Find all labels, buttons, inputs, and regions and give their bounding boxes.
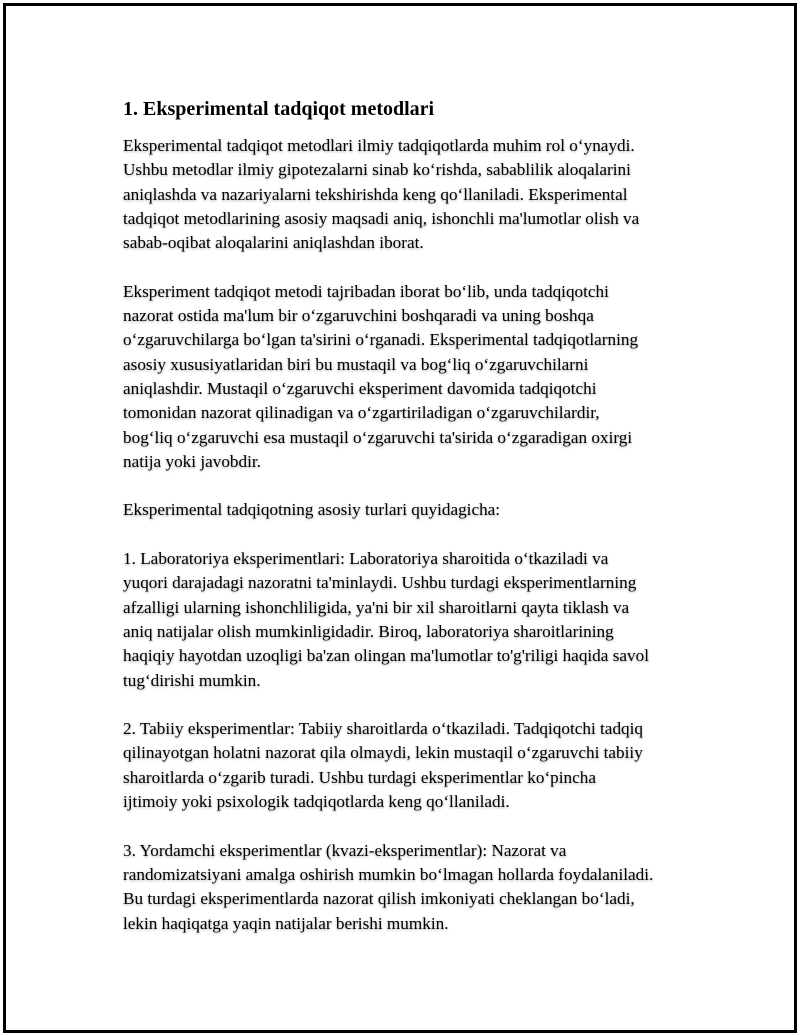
paragraph-6 bbox=[123, 839, 700, 936]
document-title: 1. Eksperimental tadqiqot metodlari bbox=[123, 98, 435, 120]
text-line: 1. Laboratoriya eksperimentlari: Laboratoriya sharoitida o‘tkaziladi va bbox=[123, 549, 609, 569]
text-line: 3. Yordamchi eksperimentlar (kvazi-eksperimentlar): Nazorat va bbox=[123, 840, 567, 860]
text-line: Eksperimental tadqiqotning asosiy turlari quyidagicha: bbox=[123, 500, 501, 520]
text-line: aniq natijalar olish mumkinligidadir. Biroq, laboratoriya sharoitlarining bbox=[123, 621, 614, 641]
text-line: yuqori darajadagi nazoratni ta'minlaydi. Ushbu turdagi eksperimentlarning bbox=[123, 573, 637, 593]
paragraph-4 bbox=[123, 547, 700, 693]
text-line: natija yoki javobdir. bbox=[123, 451, 261, 471]
document-body bbox=[120, 134, 700, 936]
text-line: Eksperimental tadqiqot metodlari ilmiy tadqiqotlarda muhim rol o‘ynaydi. bbox=[123, 136, 635, 155]
text-line: afzalligi ularning ishonchliligida, ya'ni bir xil sharoitlarni qayta tiklash va bbox=[123, 597, 630, 617]
text-line: asosiy xususiyatlaridan biri bu mustaqil va bog‘liq o‘zgaruvchilarni bbox=[123, 354, 589, 374]
paragraph-5 bbox=[123, 717, 700, 814]
paragraph-3 bbox=[123, 498, 700, 522]
text-line: 2. Tabiiy eksperimentlar: Tabiiy sharoitlarda o‘tkaziladi. Tadqiqotchi tadqiq bbox=[123, 719, 643, 739]
paragraph-2 bbox=[123, 280, 700, 474]
text-line: randomizatsiyani amalga oshirish mumkin bo‘lmagan hollarda foydalaniladi. bbox=[123, 864, 654, 884]
text-line: haqiqiy hayotdan uzoqligi ba'zan olingan ma'lumotlar to'g'riligi haqida savol bbox=[123, 646, 649, 666]
text-line: sharoitlarda o‘zgarib turadi. Ushbu turdagi eksperimentlar ko‘pincha bbox=[123, 767, 596, 787]
text-line: Ushbu metodlar ilmiy gipotezalarni sinab ko‘rishda, sabablilik aloqalarini bbox=[123, 160, 631, 180]
text-line: o‘zgaruvchilarga bo‘lgan ta'sirini o‘rganadi. Eksperimental tadqiqotlarning bbox=[123, 330, 639, 350]
text-line: aniqlashda va nazariyalarni tekshirishda keng qo‘llaniladi. Eksperimental bbox=[123, 184, 628, 204]
page-frame bbox=[3, 3, 797, 1033]
text-line: bog‘liq o‘zgaruvchi esa mustaqil o‘zgaruvchi ta'sirida o‘zgaradigan oxirgi bbox=[123, 427, 633, 447]
text-line: Eksperiment tadqiqot metodi tajribadan iborat bo‘lib, unda tadqiqotchi bbox=[123, 281, 609, 301]
text-line: tomonidan nazorat qilinadigan va o‘zgartiriladigan o‘zgaruvchilardir, bbox=[123, 403, 600, 423]
text-line: Bu turdagi eksperimentlarda nazorat qilish imkoniyati cheklangan bo‘ladi, bbox=[123, 889, 635, 909]
text-line: nazorat ostida ma'lum bir o‘zgaruvchini boshqaradi va uning boshqa bbox=[123, 306, 594, 326]
text-line: tug‘dirishi mumkin. bbox=[123, 670, 261, 690]
text-line: ijtimoiy yoki psixologik tadqiqotlarda keng qo‘llaniladi. bbox=[123, 792, 510, 812]
text-line: aniqlashdir. Mustaqil o‘zgaruvchi eksperiment davomida tadqiqotchi bbox=[123, 378, 597, 398]
paragraph-1 bbox=[123, 134, 700, 255]
text-line: sabab-oqibat aloqalarini aniqlashdan iborat. bbox=[123, 233, 424, 253]
text-line: qilinayotgan holatni nazorat qila olmaydi, lekin mustaqil o‘zgaruvchi tabiiy bbox=[123, 743, 643, 763]
document-content bbox=[120, 96, 700, 960]
text-line: tadqiqot metodlarining asosiy maqsadi aniq, ishonchli ma'lumotlar olish va bbox=[123, 208, 640, 228]
text-line: lekin haqiqatga yaqin natijalar berishi mumkin. bbox=[123, 913, 449, 933]
